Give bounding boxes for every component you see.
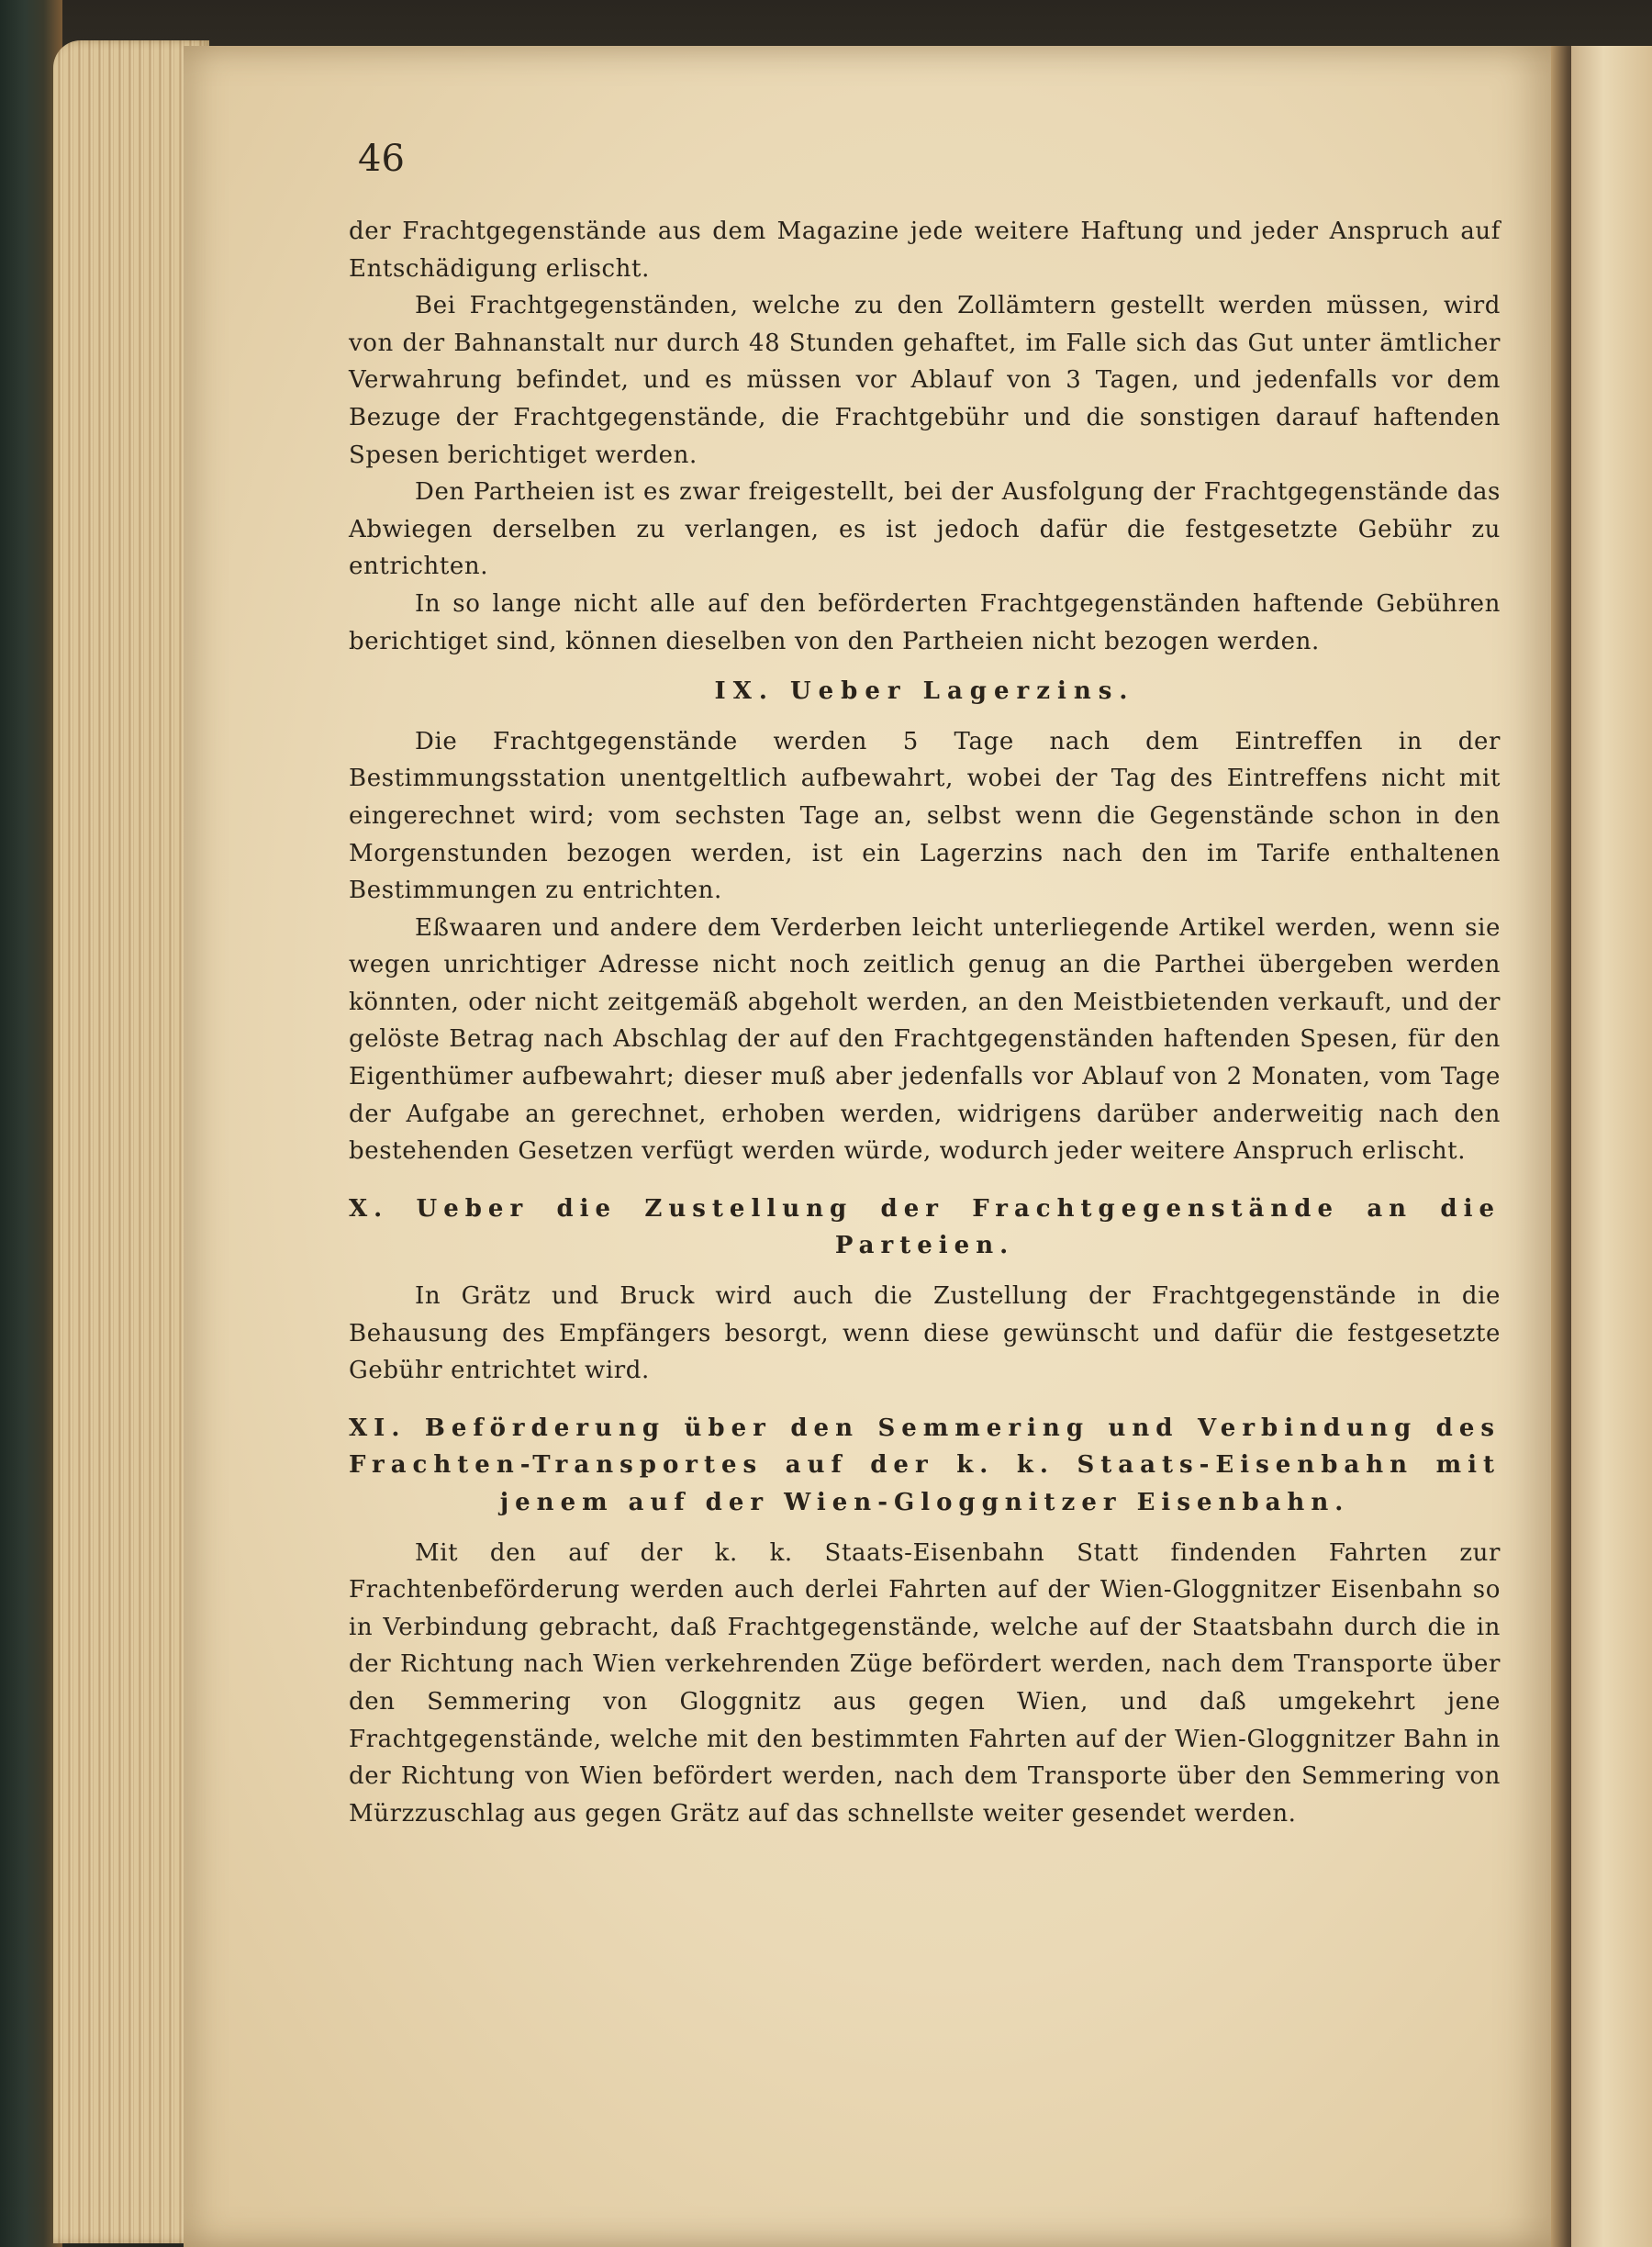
section-heading-x: X. Ueber die Zustellung der Frachtgegenstände an die Parteien. (349, 1194, 1501, 1260)
paragraph-abwiegen: Den Partheien ist es zwar freigestellt, bei der Ausfolgung der Frachtgegenstände das Abwiegen derselben zu verlangen, es ist jedoch dafür die festgesetzte Gebühr zu entrichten. (349, 478, 1501, 581)
page-number: 46 (358, 138, 405, 180)
page-text (349, 213, 1501, 1832)
paragraph-esswaaren: Eßwaaren und andere dem Verderben leicht unterliegende Artikel werden, wenn sie wegen unrichtiger Adresse nicht noch zeitlich genug an die Parthei übergeben werden könnten, oder nicht zeitgemäß abgeholt werden, an den Meistbietenden verkauft, und der gelöste Betrag nach Abschlag der auf den Frachtgegenständen haftenden Spesen, für den Eigenthümer aufbewahrt; dieser muß aber jedenfalls vor Ablauf von 2 Monaten, vom Tage der Aufgabe an gerechnet, erhoben werden, widrigens darüber anderweitig nach den bestehenden Gesetzen verfügt werden würde, wodurch jeder weitere Anspruch erlischt. (349, 913, 1501, 1166)
paragraph-zollaemter: Bei Frachtgegenständen, welche zu den Zollämtern gestellt werden müssen, wird von der Bahnanstalt nur durch 48 Stunden gehaftet, im Falle sich das Gut unter ämtlicher Verwahrung befindet, und es müssen vor Ablauf von 3 Tagen, und jedenfalls vor dem Bezuge der Frachtgegenstände, die Frachtgebühr und die sonstigen darauf haftenden Spesen berichtiget werden. (349, 292, 1501, 469)
section-heading-xi: XI. Beförderung über den Semmering und Verbindung des Frachten-Transportes auf der k. k. Staats-Eisenbahn mit jenem auf der Wien-Gloggnitzer Eisenbahn. (349, 1414, 1501, 1516)
paragraph-zustellung: In Grätz und Bruck wird auch die Zustellung der Frachtgegenstände in die Behausung des Empfängers besorgt, wenn diese gewünscht und dafür die festgesetzte Gebühr entrichtet wird. (349, 1282, 1501, 1385)
background-top (0, 0, 1652, 46)
section-heading-ix: IX. Ueber Lagerzins. (714, 677, 1135, 706)
paragraph-gebuehren: In so lange nicht alle auf den beförderten Frachtgegenständen haftende Gebühren berichtiget sind, können dieselben von den Partheien nicht bezogen werden. (349, 589, 1501, 655)
paragraph-lagerzins: Die Frachtgegenstände werden 5 Tage nach dem Eintreffen in der Bestimmungsstation unentgeltlich aufbewahrt, wobei der Tag des Eintreffens nicht mit eingerechnet wird; vom sechsten Tage an, selbst wenn die Gegenstände schon in den Morgenstunden bezogen werden, ist ein Lagerzins nach den im Tarife enthaltenen Bestimmungen zu entrichten. (349, 727, 1501, 905)
paragraph-intro-continued: der Frachtgegenstände aus dem Magazine jede weitere Haftung und jeder Anspruch auf Entschädigung erlischt. (349, 218, 1501, 283)
paragraph-semmering: Mit den auf der k. k. Staats-Eisenbahn Statt findenden Fahrten zur Frachtenbeförderung werden auch derlei Fahrten auf der Wien-Gloggnitzer Eisenbahn so in Verbindung gebracht, daß Frachtgegenstände, welche auf der Staatsbahn durch die in der Richtung nach Wien verkehrenden Züge befördert werden, nach dem Transporte über den Semmering von Gloggnitz aus gegen Wien, und daß umgekehrt jene Frachtgegenstände, welche mit den bestimmten Fahrten auf der Wien-Gloggnitzer Bahn in der Richtung von Wien befördert werden, nach dem Transporte über den Semmering von Mürzzuschlag aus gegen Grätz auf das schnellste weiter gesendet werden. (349, 1538, 1501, 1828)
facing-page-edge (1571, 46, 1652, 2247)
